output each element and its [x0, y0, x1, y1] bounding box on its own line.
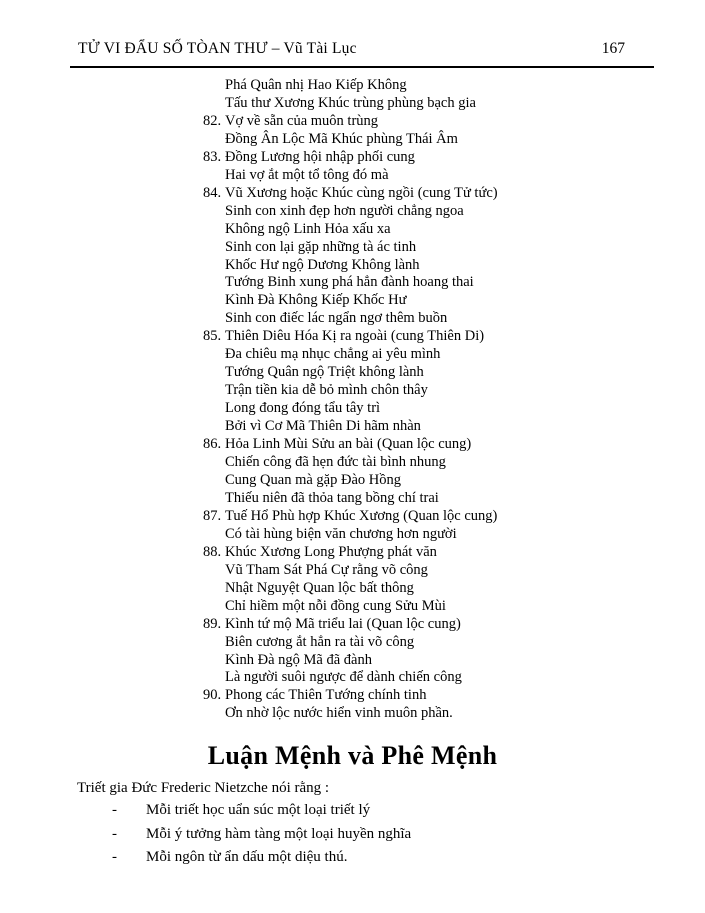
verse-text: Tấu thư Xương Khúc trùng phùng bạch gia — [225, 94, 476, 111]
verse-text: Thiên Diêu Hóa Kị ra ngoài (cung Thiên Di) — [225, 328, 485, 345]
verse-line — [203, 382, 498, 400]
verse-line — [203, 131, 498, 149]
verse-text: Tướng Quân ngộ Triệt không lành — [225, 364, 424, 381]
bullet-list — [112, 799, 411, 870]
verse-number: 89. — [203, 615, 222, 632]
verse-number: 87. — [203, 507, 222, 524]
verse-line — [203, 346, 498, 364]
bullet-text: Mỗi ý tưởng hàm tàng một loại huyền nghĩa — [146, 825, 412, 842]
verse-line — [203, 616, 498, 634]
verse-text: Long đong đóng tẩu tây trì — [225, 400, 381, 417]
verse-text: Chiến công đã hẹn đức tài bình nhung — [225, 454, 446, 471]
verse-number: 83. — [203, 148, 222, 165]
verse-text: Là người suôi ngược để dành chiến công — [225, 669, 462, 686]
verse-text: Bởi vì Cơ Mã Thiên Di hãm nhàn — [225, 418, 421, 435]
verse-text: Vũ Xương hoặc Khúc cùng ngồi (cung Tử tức) — [225, 184, 498, 201]
verse-line — [203, 669, 498, 687]
verse-line — [203, 310, 498, 328]
verse-line — [203, 418, 498, 436]
verse-line — [203, 113, 498, 131]
verse-number: 90. — [203, 687, 222, 704]
verse-text: Kình Đà Không Kiếp Khốc Hư — [225, 292, 407, 309]
verse-line — [203, 95, 498, 113]
verse-line — [203, 203, 498, 221]
verse-line — [203, 436, 498, 454]
bullet-item — [112, 799, 411, 823]
verse-line — [203, 687, 498, 705]
verse-text: Phong các Thiên Tướng chính tinh — [225, 687, 427, 704]
verse-text: Phá Quân nhị Hao Kiếp Không — [225, 77, 407, 93]
verse-text: Kình tứ mộ Mã triểu lai (Quan lộc cung) — [225, 615, 461, 632]
verse-line — [203, 705, 498, 723]
verse-line — [203, 652, 498, 670]
verse-text: Khúc Xương Long Phượng phát văn — [225, 543, 437, 560]
verse-text: Nhật Nguyệt Quan lộc bất thông — [225, 579, 414, 596]
verse-line — [203, 454, 498, 472]
bullet-dash: - — [112, 825, 117, 842]
verse-line — [203, 149, 498, 167]
verse-line — [203, 400, 498, 418]
verse-line — [203, 221, 498, 239]
verse-line — [203, 167, 498, 185]
book-title: TỬ VI ĐẨU SỐ TÒAN THƯ – Vũ Tài Lục — [78, 40, 357, 57]
verse-line — [203, 328, 498, 346]
verse-line — [203, 292, 498, 310]
verse-line — [203, 185, 498, 203]
verse-line — [203, 239, 498, 257]
verse-text: Đa chiêu mạ nhục chẳng ai yêu mình — [225, 346, 441, 363]
verse-text: Chỉ hiềm một nỗi đồng cung Sửu Mùi — [225, 597, 446, 614]
verse-line — [203, 508, 498, 526]
verse-text: Hỏa Linh Mùi Sửu an bài (Quan lộc cung) — [225, 436, 472, 453]
header-rule — [70, 66, 654, 68]
bullet-item — [112, 846, 411, 870]
verse-text: Biên cương ắt hẳn ra tài võ công — [225, 633, 415, 650]
verse-line — [203, 598, 498, 616]
verse-text: Tuế Hổ Phù hợp Khúc Xương (Quan lộc cung) — [225, 507, 498, 524]
verse-text: Trận tiền kia dễ bỏ mình chôn thây — [225, 382, 428, 399]
verse-text: Sinh con điếc lác ngẩn ngơ thêm buồn — [225, 310, 448, 327]
verse-text: Khốc Hư ngộ Dương Không lành — [225, 256, 420, 273]
bullet-item — [112, 823, 411, 847]
verse-line — [203, 77, 498, 95]
verse-number: 88. — [203, 543, 222, 560]
verse-text: Sinh con xinh đẹp hơn người chẳng ngoa — [225, 202, 464, 219]
verse-line — [203, 364, 498, 382]
verse-number: 86. — [203, 436, 222, 453]
section-intro: Triết gia Đức Frederic Nietzche nói rằng : — [77, 780, 330, 796]
bullet-text: Mỗi ngôn từ ẩn dấu một diệu thú. — [146, 849, 348, 865]
verse-text: Đồng Ân Lộc Mã Khúc phùng Thái Âm — [225, 130, 458, 147]
verse-line — [203, 526, 498, 544]
verse-text: Tướng Binh xung phá hẳn đành hoang thai — [225, 274, 474, 291]
bullet-dash: - — [112, 849, 117, 865]
verse-text: Ơn nhờ lộc nước hiển vinh muôn phần. — [225, 705, 453, 722]
verse-text: Vũ Tham Sát Phá Cự rằng võ công — [225, 561, 428, 578]
verse-line — [203, 472, 498, 490]
verse-text: Hai vợ ắt một tổ tông đó mà — [225, 166, 389, 183]
verse-text: Đồng Lương hội nhập phối cung — [225, 148, 415, 165]
verse-text: Vợ về sẵn của muôn trùng — [225, 112, 379, 129]
verse-line — [203, 490, 498, 508]
page-header — [78, 40, 650, 58]
bullet-text: Mỗi triết học uẩn súc một loại triết lý — [146, 802, 371, 818]
verse-text: Thiếu niên đã thỏa tang bồng chí trai — [225, 489, 439, 506]
verse-line — [203, 562, 498, 580]
verse-list — [203, 77, 498, 723]
bullet-dash: - — [112, 802, 117, 818]
verse-line — [203, 274, 498, 292]
verse-line — [203, 544, 498, 562]
verse-text: Không ngộ Linh Hỏa xấu xa — [225, 220, 391, 237]
verse-text: Sinh con lại gặp những tà ác tinh — [225, 238, 417, 255]
verse-number: 85. — [203, 328, 222, 345]
verse-text: Có tài hùng biện văn chương hơn người — [225, 525, 457, 542]
verse-line — [203, 634, 498, 652]
section-heading: Luận Mệnh và Phê Mệnh — [207, 741, 498, 770]
page-number: 167 — [601, 40, 625, 57]
verse-number: 84. — [203, 184, 222, 201]
verse-text: Cung Quan mà gặp Đào Hồng — [225, 471, 401, 488]
verse-number: 82. — [203, 112, 222, 129]
verse-line — [203, 580, 498, 598]
verse-line — [203, 257, 498, 275]
verse-text: Kình Đà ngộ Mã đã đành — [225, 651, 372, 668]
